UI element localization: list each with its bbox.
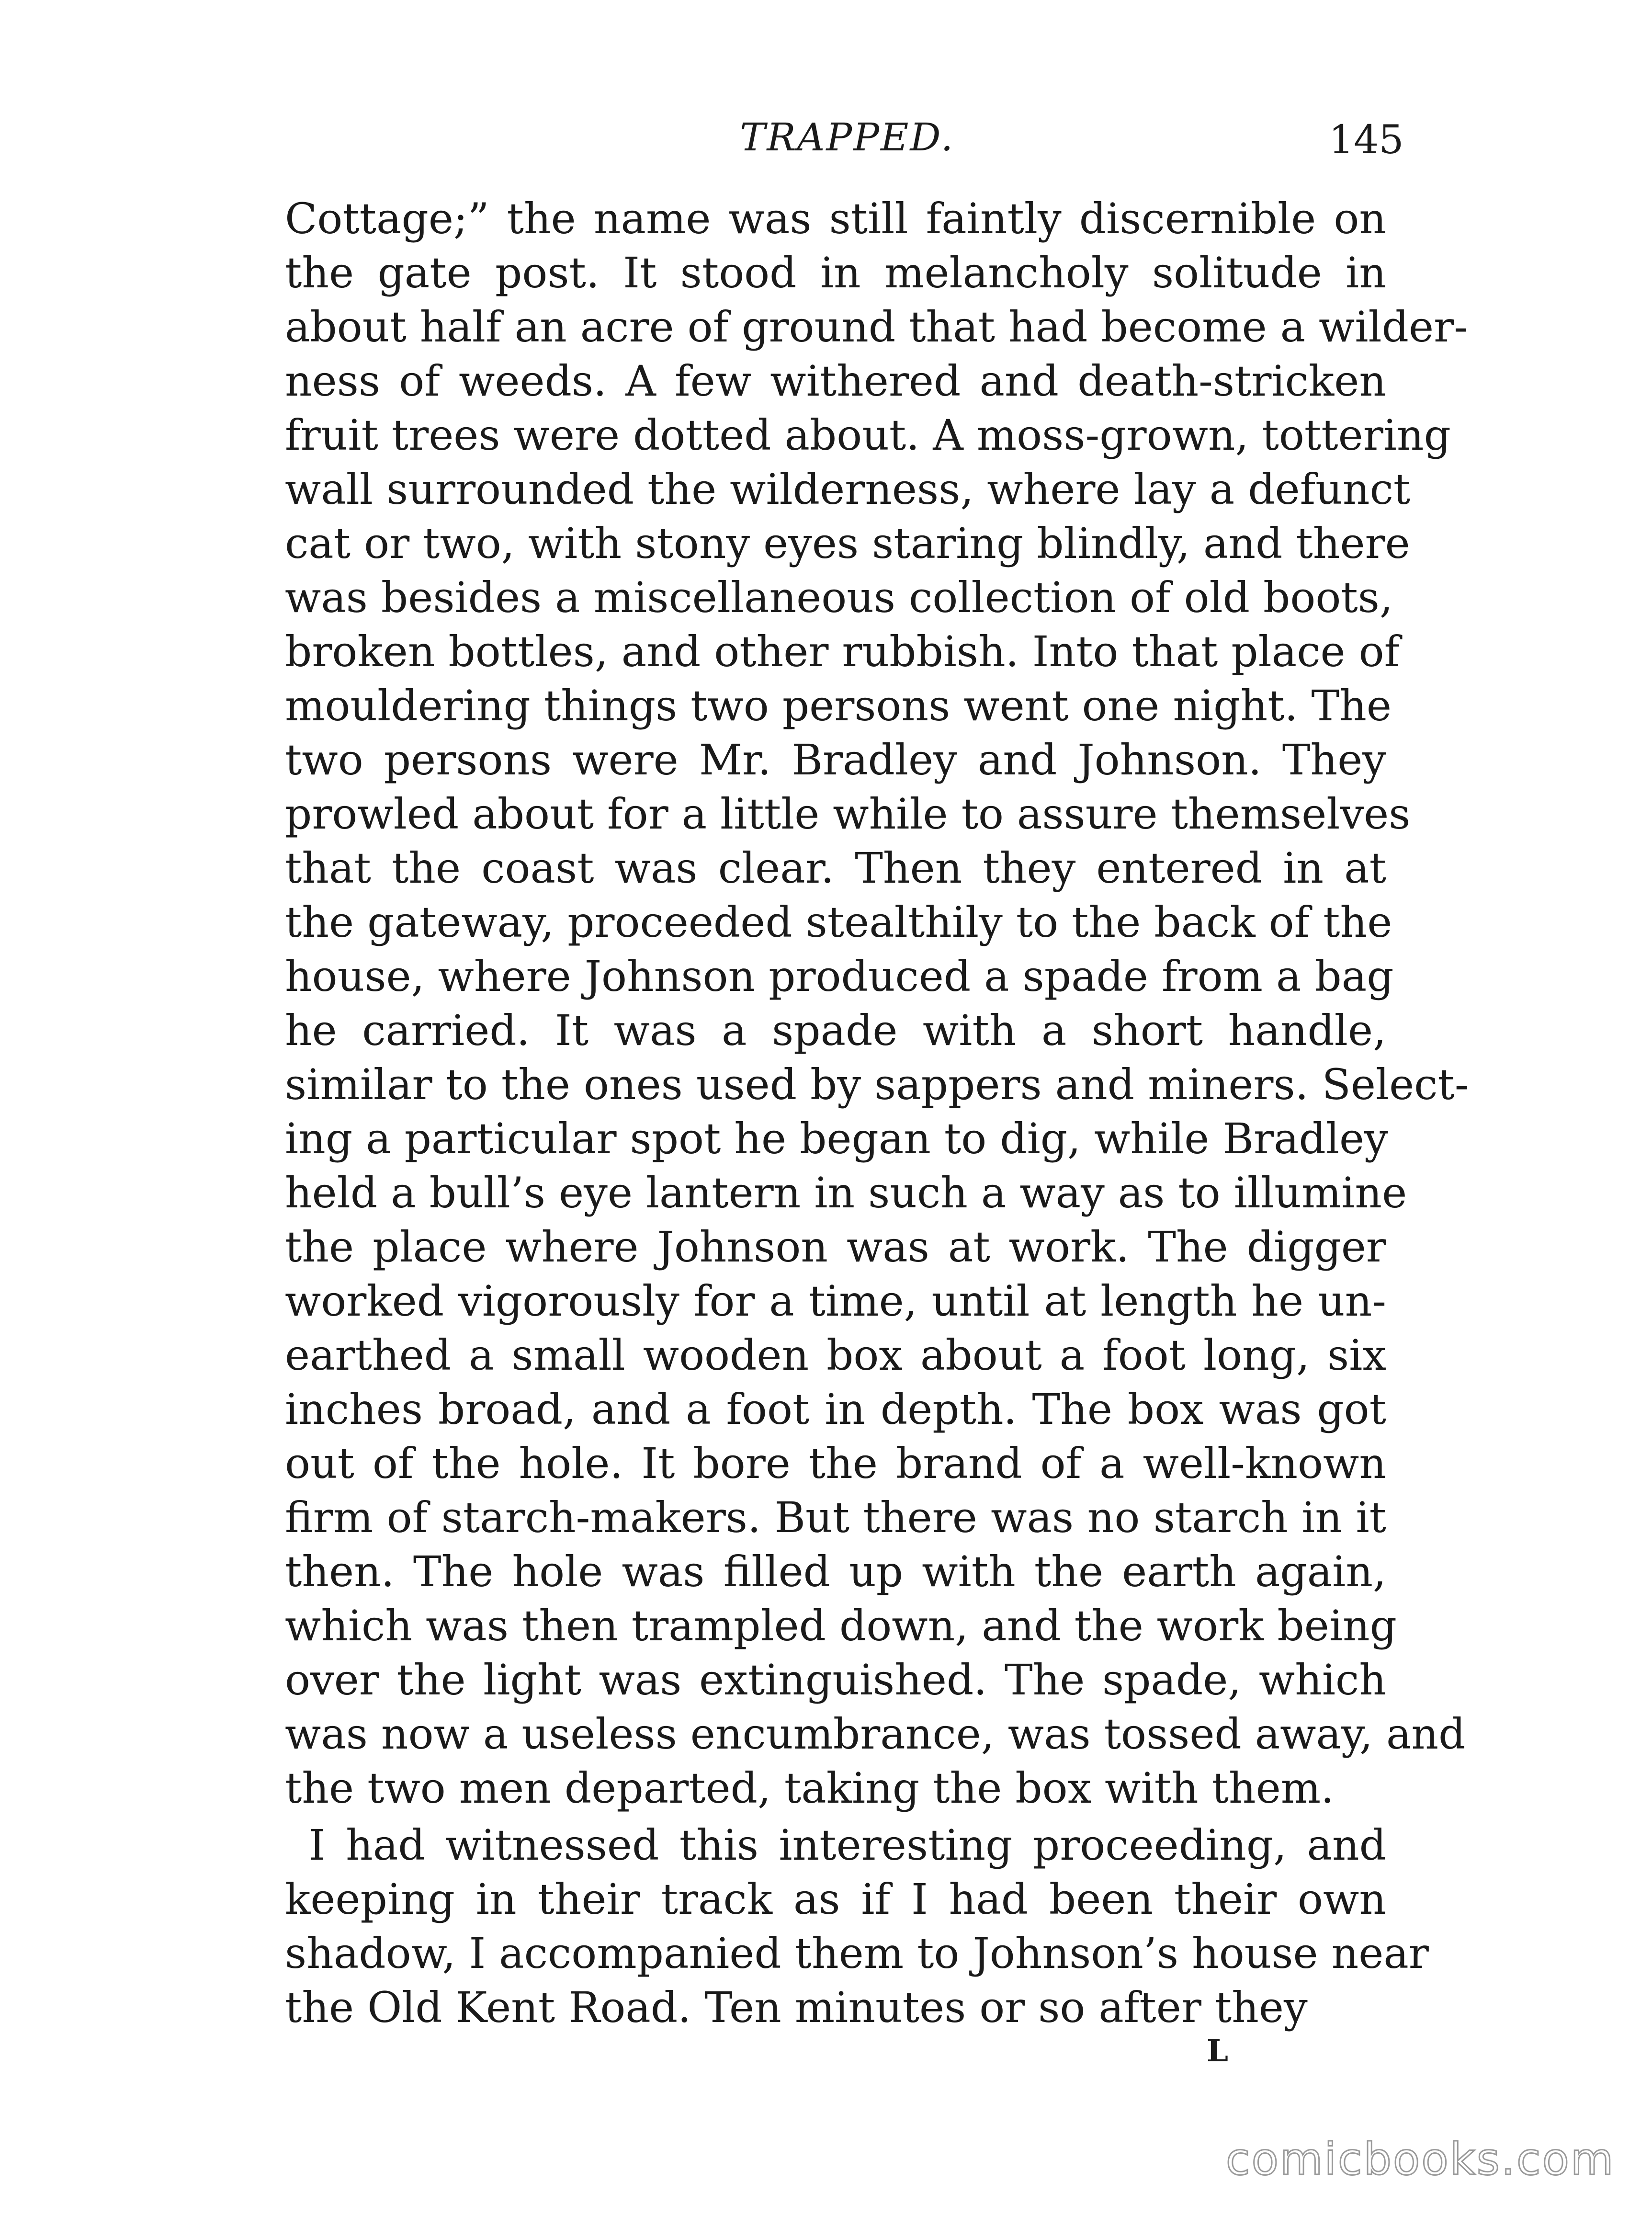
watermark: comicbooks.com bbox=[1226, 2134, 1615, 2185]
text-line: earthed a small wooden box about a foot long, six bbox=[285, 1330, 1386, 1380]
page-number: 145 bbox=[1329, 117, 1404, 163]
text-line: I had witnessed this interesting proceeding, and bbox=[309, 1820, 1386, 1870]
paragraph bbox=[285, 192, 1469, 1815]
text-line: similar to the ones used by sappers and miners. Select- bbox=[285, 1060, 1469, 1109]
text-line: the two men departed, taking the box with them. bbox=[285, 1763, 1335, 1813]
text-line: was besides a miscellaneous collection of old boots, bbox=[285, 573, 1393, 622]
text-line: Cottage;” the name was still faintly discernible on bbox=[285, 194, 1386, 243]
paragraph bbox=[285, 1818, 1429, 2034]
paragraphs bbox=[285, 192, 1469, 2034]
text-line: broken bottles, and other rubbish. Into that place of bbox=[285, 627, 1400, 676]
text-line: inches broad, and a foot in depth. The box was got bbox=[285, 1385, 1386, 1434]
text-line: fruit trees were dotted about. A moss-grown, tottering bbox=[285, 410, 1451, 460]
text-line: keeping in their track as if I had been their own bbox=[285, 1875, 1386, 1924]
text-line: held a bull’s eye lantern in such a way as to illumine bbox=[285, 1168, 1407, 1217]
text-line: ing a particular spot he began to dig, while Bradley bbox=[285, 1114, 1388, 1163]
text-line: he carried. It was a spade with a short handle, bbox=[285, 1006, 1386, 1055]
text-line: firm of starch-makers. But there was no starch in it bbox=[285, 1493, 1386, 1542]
text-line: that the coast was clear. Then they entered in at bbox=[285, 843, 1386, 893]
text-line: about half an acre of ground that had become a wilder- bbox=[285, 302, 1468, 352]
text-line: out of the hole. It bore the brand of a well-known bbox=[285, 1439, 1386, 1488]
text-line: two persons were Mr. Bradley and Johnson. They bbox=[285, 735, 1386, 784]
signature-mark: L bbox=[1207, 2033, 1229, 2069]
text-line: the place where Johnson was at work. The digger bbox=[285, 1222, 1386, 1272]
text-line: prowled about for a little while to assure themselves bbox=[285, 789, 1411, 839]
text-line: cat or two, with stony eyes staring blindly, and there bbox=[285, 519, 1410, 568]
text-line: mouldering things two persons went one night. The bbox=[285, 681, 1392, 730]
text-line: worked vigorously for a time, until at length he un- bbox=[285, 1276, 1386, 1326]
text-line: ness of weeds. A few withered and death-stricken bbox=[285, 356, 1386, 406]
text-line: over the light was extinguished. The spade, which bbox=[285, 1655, 1386, 1704]
running-title: TRAPPED. bbox=[740, 115, 955, 159]
text-line: the gateway, proceeded stealthily to the back of the bbox=[285, 898, 1392, 947]
text-line: shadow, I accompanied them to Johnson’s house near bbox=[285, 1929, 1429, 1978]
text-line: the Old Kent Road. Ten minutes or so after they bbox=[285, 1983, 1308, 2032]
text-line: the gate post. It stood in melancholy solitude in bbox=[285, 248, 1386, 297]
text-line: house, where Johnson produced a spade from a bag bbox=[285, 952, 1394, 1001]
text-line: which was then trampled down, and the work being bbox=[285, 1601, 1397, 1650]
text-line: was now a useless encumbrance, was tossed away, and bbox=[285, 1709, 1466, 1759]
body-text bbox=[285, 192, 1469, 2034]
text-line: then. The hole was filled up with the earth again, bbox=[285, 1547, 1386, 1596]
text-line: wall surrounded the wilderness, where lay a defunct bbox=[285, 465, 1411, 514]
